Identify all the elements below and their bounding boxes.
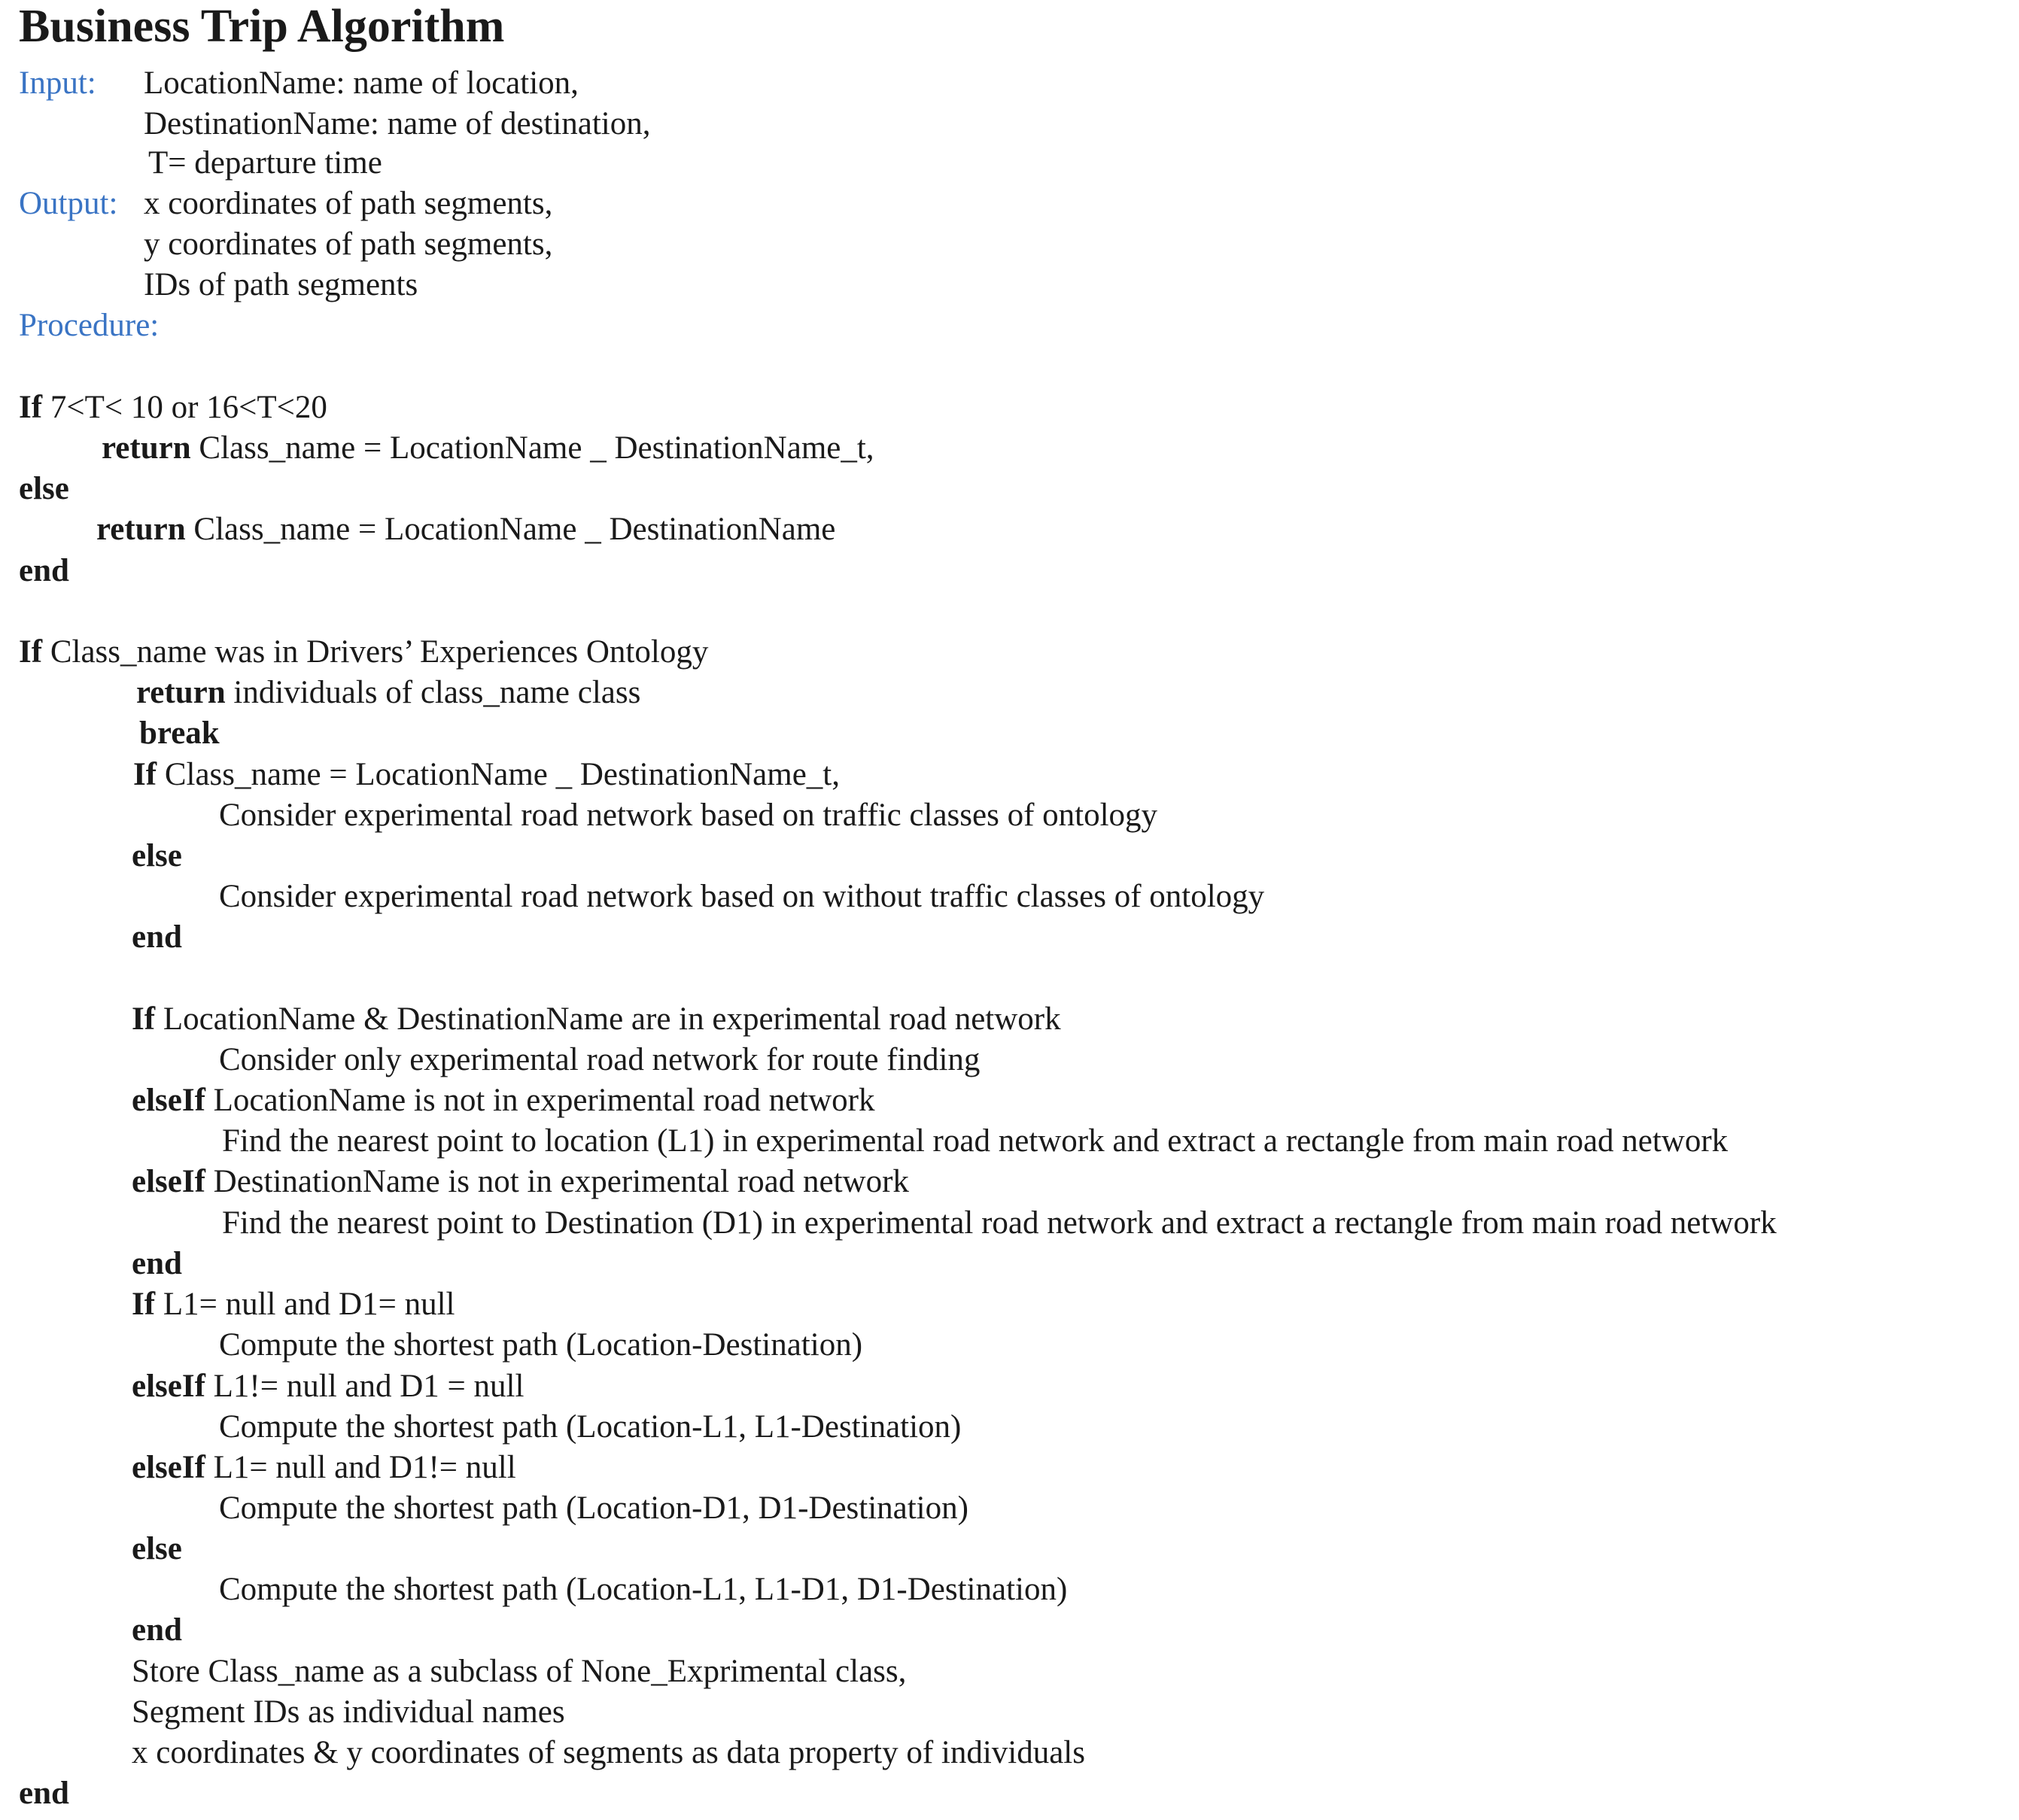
block2-end-keyword: end [132,919,182,955]
block4-else-line [132,1529,182,1570]
block2-return-keyword: return [136,675,226,710]
block2-consider1-text: Consider experimental road network based on traffic classes of ontology [219,798,1158,833]
block2-consider2-text: Consider experimental road network based on without traffic classes of ontology [219,879,1265,914]
procedure-line [19,305,159,347]
input-text-2: DestinationName: name of destination, [144,106,651,141]
store-text-3: x coordinates & y coordinates of segments as data property of individuals [132,1735,1085,1770]
output-line-2 [144,224,552,266]
block3-elseif2-condition: DestinationName is not in experimental road network [213,1164,909,1199]
block1-else-keyword: else [19,471,69,506]
store-text-1: Store Class_name as a subclass of None_Exprimental class, [132,1654,907,1689]
block3-elseif1-keyword: elseIf [132,1083,205,1118]
input-line-1 [19,63,579,105]
store-line-1 [132,1651,906,1693]
algorithm-document [19,0,2013,1820]
input-line-3 [148,143,382,184]
block4-elseif2-keyword: elseIf [132,1450,205,1485]
block4-end-keyword: end [132,1612,182,1648]
block2-end-line [132,917,182,959]
input-text-1: LocationName: name of location, [144,65,579,101]
block4-compute1-text: Compute the shortest path (Location-Destination) [219,1327,863,1363]
block2-if-line [19,632,708,673]
final-end-keyword: end [19,1776,69,1811]
block3-if-keyword: If [132,1001,156,1037]
block2-return-text: individuals of class_name class [233,675,641,710]
block3-consider-only-line [219,1040,980,1081]
block3-elseif1-condition: LocationName is not in experimental road network [213,1083,875,1118]
store-line-2 [132,1692,565,1733]
block4-compute2-line [219,1407,961,1448]
block2-if-keyword: If [19,634,43,670]
algorithm-title: Business Trip Algorithm [19,1,505,52]
block1-return1-line [102,428,874,469]
block2-return-line [136,673,640,714]
input-text-3: T= departure time [148,145,382,181]
block4-if-keyword: If [132,1287,156,1322]
block4-elseif1-keyword: elseIf [132,1369,205,1404]
output-text-2: y coordinates of path segments, [144,226,553,262]
block2-else-keyword: else [132,838,182,874]
block4-compute2-text: Compute the shortest path (Location-L1, L1-Destination) [219,1409,962,1445]
output-text-1: x coordinates of path segments, [144,186,553,221]
block3-find1-text: Find the nearest point to location (L1) in experimental road network and extract a rectangle from main road network [222,1123,1729,1159]
block4-compute3-text: Compute the shortest path (Location-D1, D1-Destination) [219,1490,968,1526]
block2-consider2-line [219,877,1264,918]
block1-return2-line [96,509,835,551]
block4-end-line [132,1610,182,1651]
block2-if-condition: Class_name was in Drivers’ Experiences Ontology [50,634,709,670]
block3-if-line [132,999,1061,1041]
block4-compute3-line [219,1488,968,1530]
block2-else-line [132,836,182,877]
block4-else-keyword: else [132,1531,182,1566]
block4-if-line [132,1284,455,1326]
output-line-3 [144,265,418,306]
block2-if2-line [133,755,840,796]
procedure-label: Procedure: [19,308,160,343]
store-line-3 [132,1733,1085,1774]
block1-if-keyword: If [19,390,43,425]
block3-if-condition: LocationName & DestinationName are in experimental road network [163,1001,1061,1037]
input-line-2 [144,104,651,145]
block3-end-keyword: end [132,1246,182,1281]
block4-elseif2-line [132,1448,516,1489]
block1-if-condition: 7<T< 10 or 16<T<20 [50,390,327,425]
block1-else-line [19,469,69,510]
block4-compute4-line [219,1569,1067,1611]
block2-break-keyword: break [139,716,220,751]
block3-end-line [132,1244,182,1285]
block2-break-line [139,713,220,755]
store-text-2: Segment IDs as individual names [132,1694,565,1730]
block4-elseif1-condition: L1!= null and D1 = null [213,1369,525,1404]
output-text-3: IDs of path segments [144,267,418,302]
block4-if-condition: L1= null and D1= null [163,1287,455,1322]
block3-elseif2-line [132,1162,909,1203]
block3-elseif2-keyword: elseIf [132,1164,205,1199]
block4-compute4-text: Compute the shortest path (Location-L1, L1-D1, D1-Destination) [219,1572,1068,1607]
block4-elseif2-condition: L1= null and D1!= null [213,1450,516,1485]
input-label: Input: [19,65,96,101]
output-label: Output: [19,186,118,221]
block1-return1-text: Class_name = LocationName _ DestinationName_t, [199,430,874,466]
block1-if-line [19,387,327,429]
block1-return1-keyword: return [102,430,191,466]
block2-if2-condition: Class_name = LocationName _ DestinationName_t, [164,757,840,792]
block4-compute1-line [219,1325,862,1366]
block3-find1-line [222,1121,1728,1162]
block1-end-line [19,551,69,592]
final-end-line [19,1773,69,1815]
block3-find2-text: Find the nearest point to Destination (D1) in experimental road network and extract a rectangle from main road network [222,1205,1777,1241]
output-line-1 [19,184,552,225]
block3-elseif1-line [132,1080,875,1122]
block2-consider1-line [219,795,1157,837]
block1-return2-text: Class_name = LocationName _ DestinationName [193,512,836,547]
block2-if2-keyword: If [133,757,157,792]
block1-end-keyword: end [19,553,69,588]
block3-consider-only-text: Consider only experimental road network for route finding [219,1042,981,1077]
block1-return2-keyword: return [96,512,186,547]
block3-find2-line [222,1203,1777,1244]
block4-elseif1-line [132,1366,524,1408]
